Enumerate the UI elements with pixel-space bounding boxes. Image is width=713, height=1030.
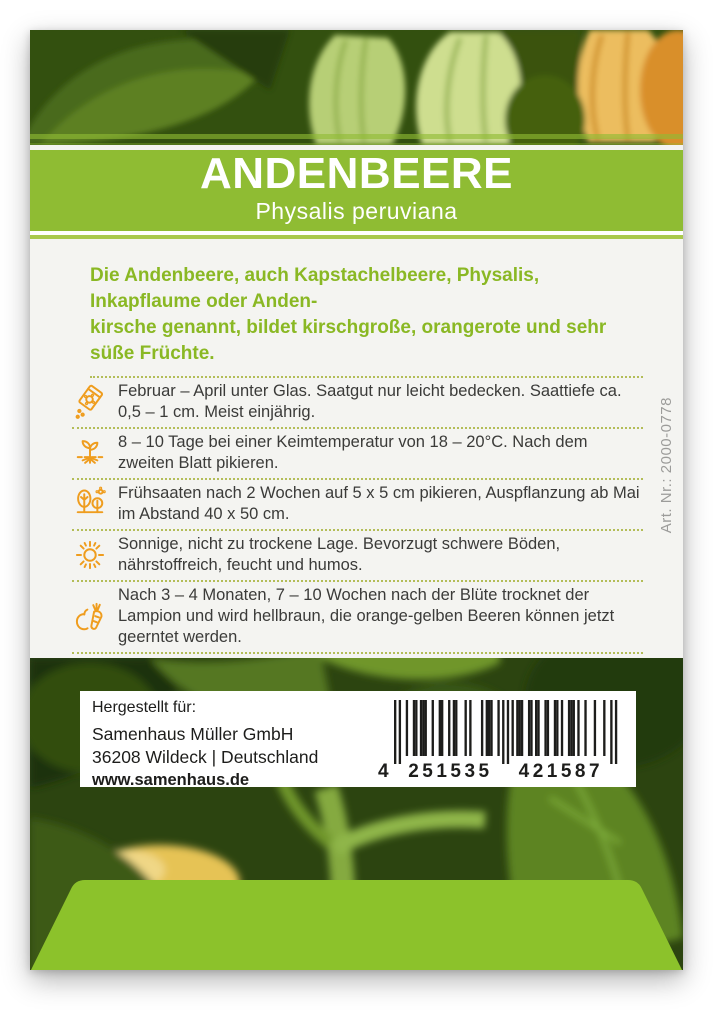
care-item-text: 8 – 10 Tage bei einer Keimtemperatur von 18 – 20°C. Nach dem zweiten Blatt pikieren. bbox=[118, 433, 588, 472]
care-item-planting bbox=[72, 480, 643, 531]
content-area bbox=[30, 239, 683, 658]
made-for-label: Hergestellt für: bbox=[92, 699, 197, 716]
green-stripe-overlay bbox=[30, 134, 683, 139]
care-item-germination bbox=[72, 429, 643, 480]
care-item-harvest bbox=[72, 582, 643, 654]
manufacturer-box bbox=[80, 691, 636, 787]
header-band bbox=[30, 150, 683, 231]
ean-barcode bbox=[378, 698, 626, 780]
harvest-icon bbox=[72, 599, 108, 635]
svg-text:251535: 251535 bbox=[408, 761, 493, 780]
green-stripe-overlay-thin bbox=[30, 143, 683, 145]
latin-name: Physalis peruviana bbox=[255, 198, 458, 224]
intro-line-2: kirsche genannt, bildet kirschgroße, orangerote und sehr süße Früchte. bbox=[90, 317, 607, 364]
care-item-sowing bbox=[72, 378, 643, 429]
planting-spacing-icon bbox=[72, 486, 108, 522]
sun-location-icon bbox=[72, 537, 108, 573]
website-url: www.samenhaus.de bbox=[92, 771, 250, 789]
svg-text:421587: 421587 bbox=[518, 761, 604, 780]
physalis-photo-top bbox=[30, 30, 683, 145]
intro-line-1: Die Andenbeere, auch Kapstachelbeere, Physalis, Inkapflaume oder Anden- bbox=[90, 265, 540, 312]
intro-text bbox=[90, 263, 643, 378]
page-title: ANDENBEERE bbox=[199, 149, 514, 198]
svg-text:4: 4 bbox=[378, 761, 393, 780]
article-number: Art. Nr.: 2000-0778 bbox=[658, 397, 675, 534]
physalis-photo-top-art bbox=[30, 30, 683, 145]
company-address: 36208 Wildeck | Deutschland bbox=[92, 747, 319, 767]
care-item-text: Februar – April unter Glas. Saatgut nur leicht bedecken. Saattiefe ca. 0,5 – 1 cm. Meist einjährig. bbox=[118, 382, 622, 421]
packet-flap-shape bbox=[30, 873, 683, 970]
care-item-text: Sonnige, nicht zu trockene Lage. Bevorzugt schwere Böden, nährstoffreich, feucht und humos. bbox=[118, 535, 561, 574]
care-item-text: Nach 3 – 4 Monaten, 7 – 10 Wochen nach der Blüte trocknet der Lampion und wird hellbraun, die orange-gelben Beeren können jetzt geerntet werden. bbox=[118, 586, 615, 646]
care-item-location bbox=[72, 531, 643, 582]
germination-sprout-icon bbox=[72, 435, 108, 471]
sowing-seed-packet-icon bbox=[72, 384, 108, 420]
packet-flap bbox=[30, 873, 683, 970]
care-item-text: Frühsaaten nach 2 Wochen auf 5 x 5 cm pikieren, Auspflanzung ab Mai im Abstand 40 x 50 cm. bbox=[118, 484, 640, 523]
company-name: Samenhaus Müller GmbH bbox=[92, 724, 294, 744]
physalis-photo-bottom bbox=[30, 658, 683, 970]
seed-packet-back bbox=[30, 30, 683, 970]
